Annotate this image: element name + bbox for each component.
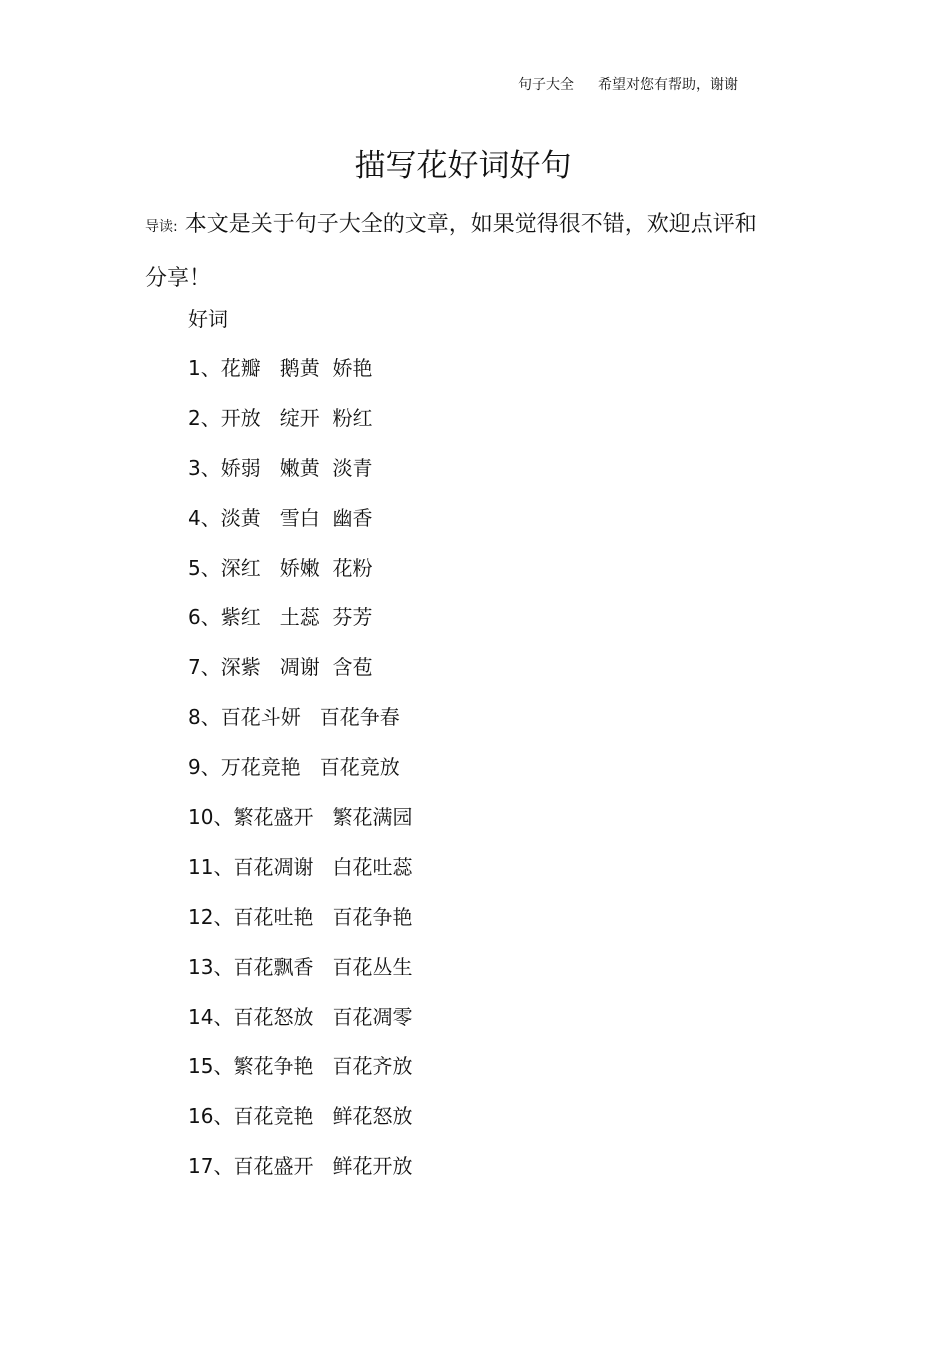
list-item: 16、百花竞艳 鲜花怒放 [188, 1104, 413, 1129]
list-item: 4、淡黄 雪白 幽香 [188, 505, 373, 530]
list-item: 6、紫红 土蕊 芬芳 [188, 605, 373, 630]
list-item: 15、繁花争艳 百花齐放 [188, 1054, 413, 1079]
word-list [188, 352, 413, 1200]
list-item: 5、深红 娇嫩 花粉 [188, 555, 373, 580]
header-slogan: 希望对您有帮助，谢谢 [598, 77, 738, 93]
intro-label: 导读: [145, 219, 178, 235]
list-item: 12、百花吐艳 百花争艳 [188, 904, 413, 929]
page-title: 描写花好词好句 [354, 148, 572, 184]
intro-paragraph [145, 199, 760, 305]
list-item: 3、娇弱 嫩黄 淡青 [188, 455, 373, 480]
list-item: 17、百花盛开 鲜花开放 [188, 1154, 413, 1179]
list-item: 2、开放 绽开 粉红 [188, 405, 373, 430]
intro-text: 本文是关于句子大全的文章，如果觉得很不错，欢迎点评和分享！ [145, 212, 757, 291]
header-site-name: 句子大全 [518, 77, 574, 93]
page-header [518, 74, 738, 94]
list-item: 14、百花怒放 百花凋零 [188, 1004, 413, 1029]
list-item: 11、百花凋谢 白花吐蕊 [188, 854, 413, 879]
list-item: 9、万花竞艳 百花竞放 [188, 755, 400, 780]
section-heading: 好词 [188, 307, 228, 331]
list-item: 8、百花斗妍 百花争春 [188, 705, 400, 730]
list-item: 1、花瓣 鹅黄 娇艳 [188, 356, 373, 380]
list-item: 10、繁花盛开 繁花满园 [188, 805, 413, 830]
list-item: 7、深紫 凋谢 含苞 [188, 655, 373, 680]
list-item: 13、百花飘香 百花丛生 [188, 954, 413, 979]
